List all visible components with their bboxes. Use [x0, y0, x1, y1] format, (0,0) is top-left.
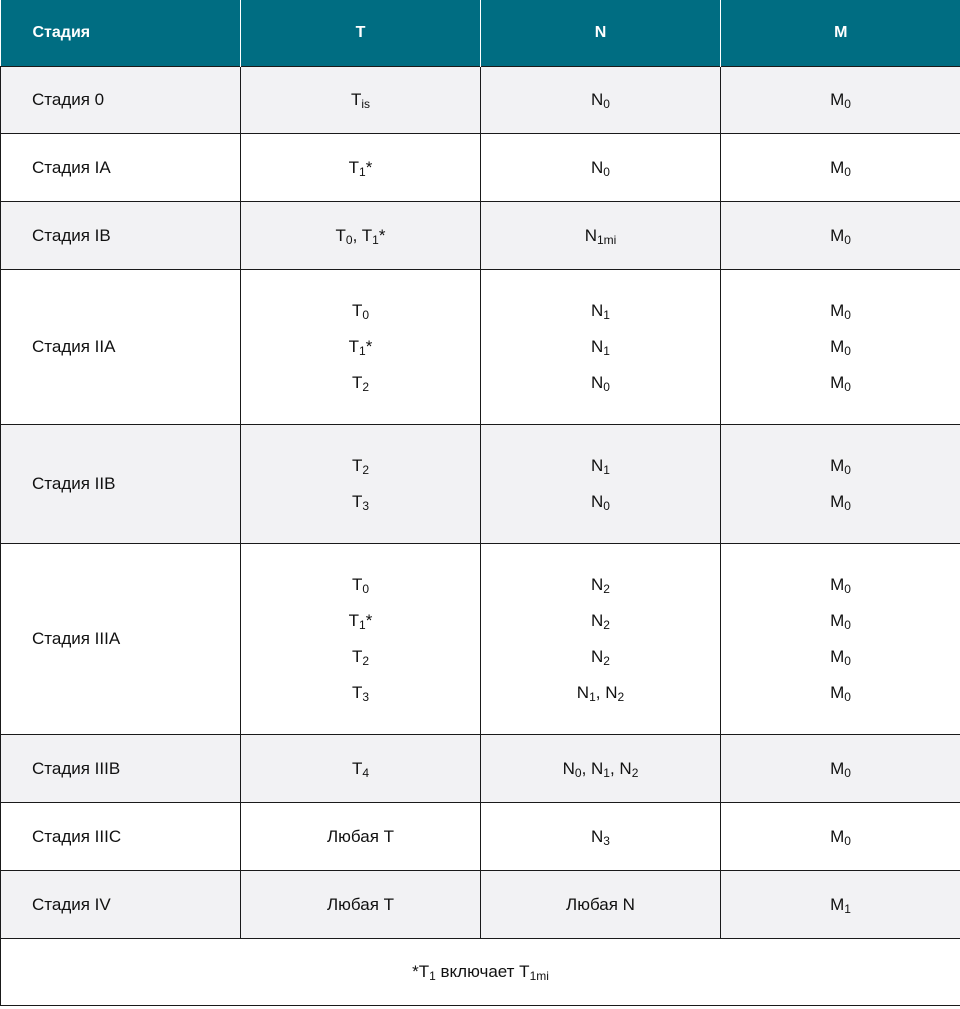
t-value: $T_0$ — [351, 575, 370, 596]
n-value: $N_0$ — [591, 373, 610, 394]
t-value: $T_{is}$ — [350, 90, 371, 111]
t-value: Любая T — [326, 826, 395, 846]
header-m: M — [721, 0, 960, 67]
t-value: $T_4$ — [351, 758, 370, 780]
m-cell — [721, 134, 960, 202]
n-value: $N_3$ — [591, 826, 610, 848]
stage-cell: Стадия IIIC — [1, 803, 241, 871]
table-row — [1, 544, 960, 735]
n-value: $N_0$, $N_1$, $N_2$ — [562, 758, 639, 780]
stage-cell: Стадия IA — [1, 134, 241, 202]
t-cell — [241, 871, 481, 939]
m-value: $M_0$ — [830, 225, 851, 247]
m-value: $M_0$ — [830, 647, 851, 668]
m-value: $M_0$ — [830, 157, 851, 179]
t-value: $T_0$, $T_1*$ — [335, 225, 386, 247]
m-value: $M_0$ — [830, 456, 851, 477]
stage-cell: Стадия IB — [1, 202, 241, 270]
n-value: $N_2$ — [591, 647, 610, 668]
m-cell — [721, 270, 960, 425]
m-value: $M_1$ — [830, 894, 851, 916]
n-cell — [481, 871, 721, 939]
t-value: $T_3$ — [351, 492, 370, 513]
t-value: $T_1*$ — [348, 157, 373, 179]
n-cell — [481, 134, 721, 202]
m-value: $M_0$ — [830, 683, 851, 704]
m-cell — [721, 803, 960, 871]
m-cell — [721, 735, 960, 803]
footnote: $*T_1$ включает $T_{1mi}$ — [1, 939, 960, 1006]
n-value: $N_2$ — [591, 575, 610, 596]
m-value: $M_0$ — [830, 492, 851, 513]
n-cell — [481, 735, 721, 803]
t-cell — [241, 202, 481, 270]
header-row — [1, 0, 960, 67]
header-n: N — [481, 0, 721, 67]
t-value: $T_1*$ — [348, 337, 373, 358]
table-row — [1, 134, 960, 202]
m-cell — [721, 425, 960, 544]
stage-cell: Стадия IIA — [1, 270, 241, 425]
n-value: $N_0$ — [591, 492, 610, 513]
n-cell — [481, 803, 721, 871]
n-cell — [481, 270, 721, 425]
m-value: $M_0$ — [830, 758, 851, 780]
table-row — [1, 270, 960, 425]
t-value: $T_2$ — [351, 647, 370, 668]
stage-cell: Стадия IIIA — [1, 544, 241, 735]
t-value: Любая T — [326, 894, 395, 914]
m-cell — [721, 871, 960, 939]
t-cell — [241, 425, 481, 544]
n-value: $N_1$, $N_2$ — [576, 683, 625, 704]
n-cell — [481, 544, 721, 735]
t-cell — [241, 270, 481, 425]
table-row — [1, 803, 960, 871]
n-value: $N_0$ — [591, 157, 610, 179]
t-value: $T_2$ — [351, 373, 370, 394]
n-value: $N_1$ — [591, 337, 610, 358]
t-value: $T_0$ — [351, 301, 370, 322]
table-row — [1, 871, 960, 939]
n-cell — [481, 425, 721, 544]
n-value: $N_{1mi}$ — [584, 225, 617, 247]
t-value: $T_1*$ — [348, 611, 373, 632]
stage-cell: Стадия IIIB — [1, 735, 241, 803]
m-cell — [721, 202, 960, 270]
table-row — [1, 67, 960, 134]
m-value: $M_0$ — [830, 337, 851, 358]
m-value: $M_0$ — [830, 373, 851, 394]
t-cell — [241, 735, 481, 803]
m-value: $M_0$ — [830, 301, 851, 322]
stage-cell: Стадия IIB — [1, 425, 241, 544]
m-value: $M_0$ — [830, 90, 851, 111]
m-cell — [721, 544, 960, 735]
t-cell — [241, 803, 481, 871]
m-value: $M_0$ — [830, 611, 851, 632]
n-value: Любая N — [566, 894, 635, 914]
n-value: $N_1$ — [591, 456, 610, 477]
n-cell — [481, 67, 721, 134]
m-cell — [721, 67, 960, 134]
table-row — [1, 202, 960, 270]
header-stage: Стадия — [1, 0, 241, 67]
n-value: $N_0$ — [591, 90, 610, 111]
t-cell — [241, 134, 481, 202]
footnote-row — [1, 939, 960, 1006]
t-cell — [241, 544, 481, 735]
t-cell — [241, 67, 481, 134]
m-value: $M_0$ — [830, 575, 851, 596]
m-value: $M_0$ — [830, 826, 851, 848]
table-row — [1, 425, 960, 544]
header-t: T — [241, 0, 481, 67]
t-value: $T_2$ — [351, 456, 370, 477]
stage-cell: Стадия IV — [1, 871, 241, 939]
t-value: $T_3$ — [351, 683, 370, 704]
n-value: $N_1$ — [591, 301, 610, 322]
table-row — [1, 735, 960, 803]
n-value: $N_2$ — [591, 611, 610, 632]
n-cell — [481, 202, 721, 270]
stage-cell: Стадия 0 — [1, 67, 241, 134]
